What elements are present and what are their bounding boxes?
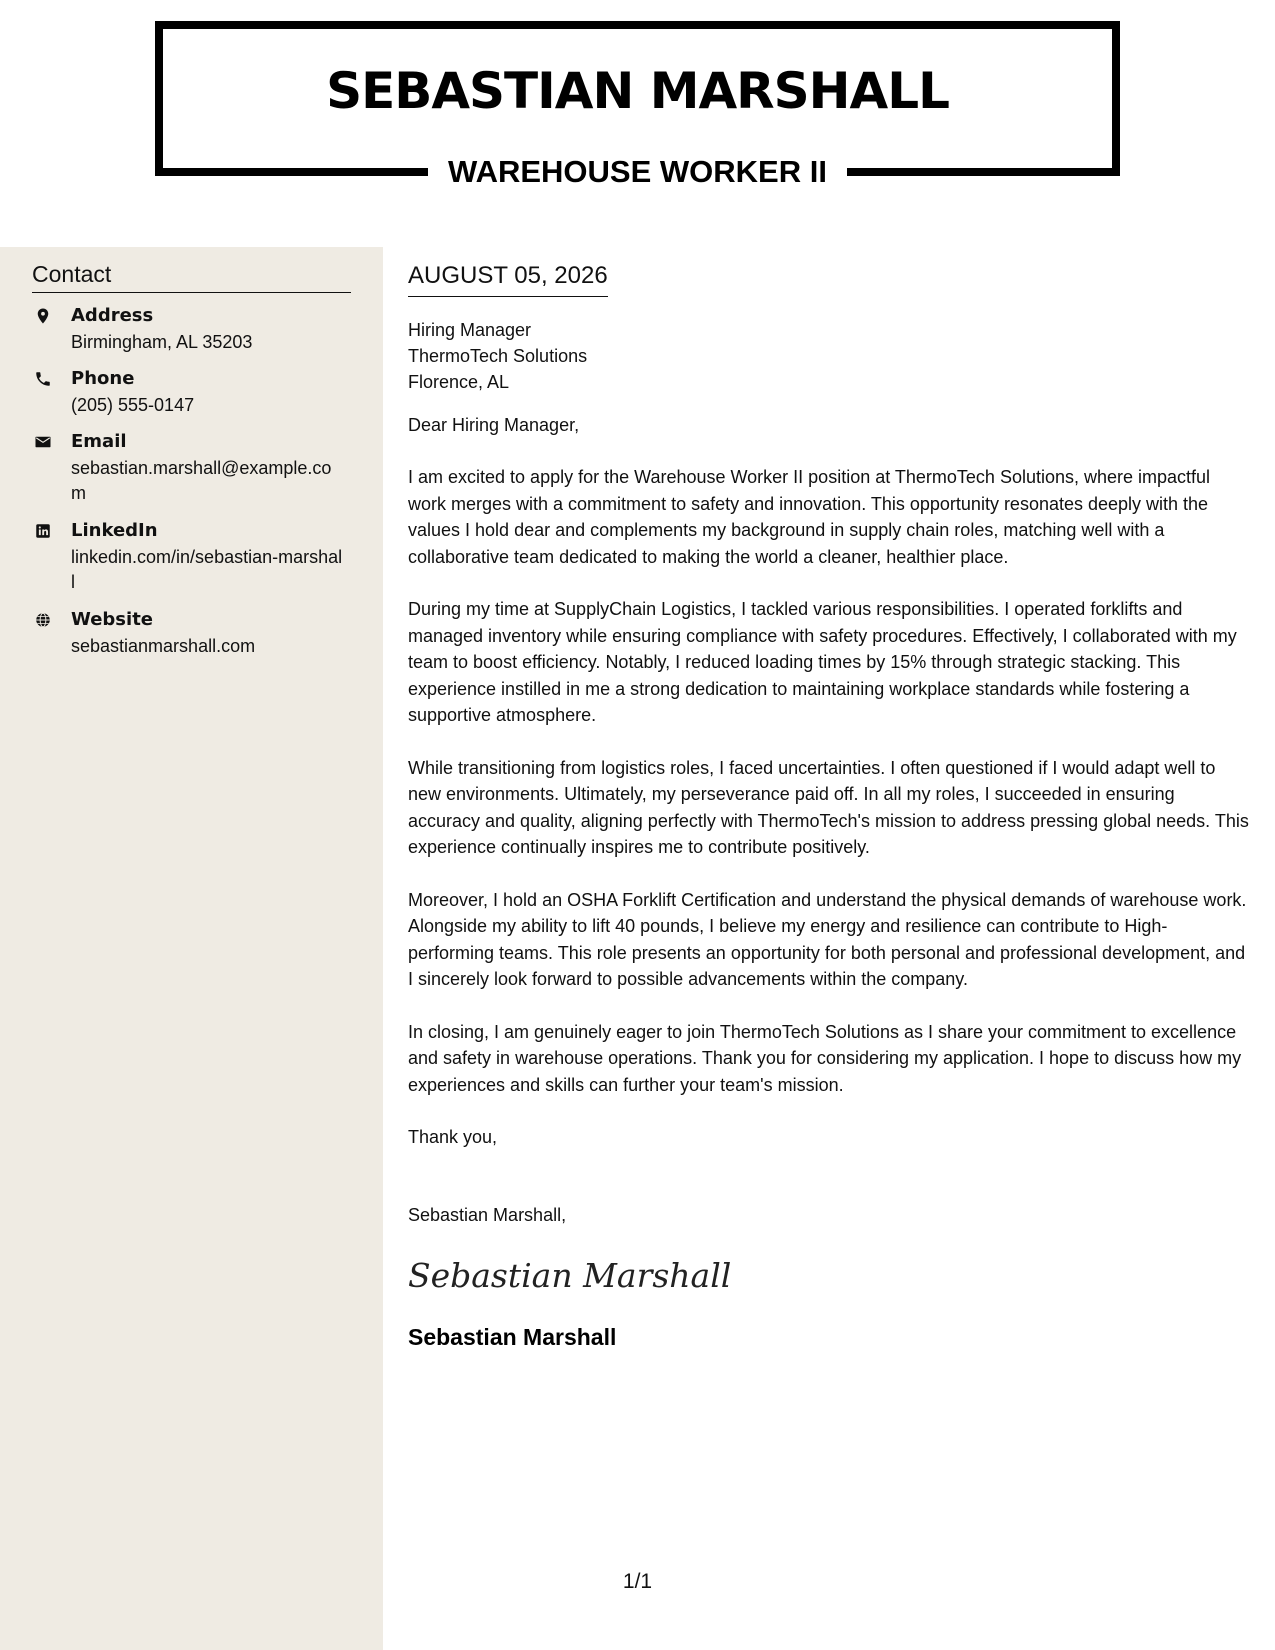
letter-date: AUGUST 05, 2026 [408, 262, 608, 297]
envelope-icon [34, 433, 52, 451]
contact-label-linkedin: LinkedIn [71, 520, 158, 541]
contact-value-address: Birmingham, AL 35203 [71, 332, 253, 352]
page-number: 1/1 [622, 1570, 653, 1593]
header-frame-bottom-right [847, 168, 1120, 176]
contact-label-address: Address [71, 305, 154, 326]
applicant-name: SEBASTIAN MARSHALL [326, 62, 949, 120]
recipient-title: Hiring Manager [408, 320, 532, 340]
contact-value-linkedin: linkedin.com/in/sebastian-marshall [71, 547, 343, 592]
signature-image: Sebastian Marshall [408, 1256, 732, 1295]
phone-icon [34, 370, 52, 388]
contact-heading: Contact [32, 261, 351, 293]
job-title: WAREHOUSE WORKER II [448, 154, 827, 189]
linkedin-icon [34, 522, 52, 540]
contact-label-email: Email [71, 431, 127, 452]
contact-label-phone: Phone [71, 368, 135, 389]
paragraph-1: I am excited to apply for the Warehouse Worker II position at ThermoTech Solutions, where impactful work merges with a commitment to safety and innovation. This opportunity resonates deeply with the values I hold dear and complements my background in supply chain roles, matching well with a collaborative team dedicated to making the world a cleaner, healthier place. [408, 467, 1211, 567]
contact-label-website: Website [71, 609, 154, 630]
paragraph-5: In closing, I am genuinely eager to join ThermoTech Solutions as I share your commitment to excellence and safety in warehouse operations. Thank you for considering my application. I hope to discuss how my experiences and skills can further your team's mission. [408, 1021, 1242, 1095]
paragraph-2: During my time at SupplyChain Logistics, I tackled various responsibilities. I operated forklifts and managed inventory while ensuring compliance with safety procedures. Effectively, I collaborated with my team to boost efficiency. Notably, I reduced loading times by 15% through strategic stacking. This experience instilled in me a strong dedication to maintaining workplace standards while fostering a supportive atmosphere. [408, 599, 1237, 725]
paragraph-3: While transitioning from logistics roles, I faced uncertainties. I often questioned if I would adapt well to new environments. Ultimately, my perseverance paid off. In all my roles, I succeeded in ensuring accuracy and quality, aligning perfectly with ThermoTech's mission to address pressing global needs. This experience continually inspires me to contribute positively. [408, 757, 1249, 857]
contact-value-phone: (205) 555-0147 [71, 395, 195, 415]
printed-name: Sebastian Marshall [408, 1324, 617, 1350]
paragraph-4: Moreover, I hold an OSHA Forklift Certification and understand the physical demands of warehouse work. Alongside my ability to lift 40 pounds, I believe my energy and resilience can contribute to High-performing teams. This role presents an opportunity for both personal and professional development, and I sincerely look forward to possible advancements within the company. [408, 889, 1247, 989]
sign-off: Thank you, [408, 1127, 498, 1147]
closing-name: Sebastian Marshall, [408, 1205, 567, 1225]
recipient-block [408, 317, 1250, 395]
globe-icon [34, 611, 52, 629]
contact-value-website: sebastianmarshall.com [71, 636, 256, 656]
greeting: Dear Hiring Manager, [408, 415, 580, 435]
letter-body [408, 262, 1250, 1351]
header-frame-bottom-left [155, 168, 428, 176]
contact-value-email: sebastian.marshall@example.com [71, 458, 332, 503]
recipient-company: ThermoTech Solutions [408, 346, 588, 366]
recipient-location: Florence, AL [408, 372, 510, 392]
map-pin-icon [34, 307, 52, 325]
